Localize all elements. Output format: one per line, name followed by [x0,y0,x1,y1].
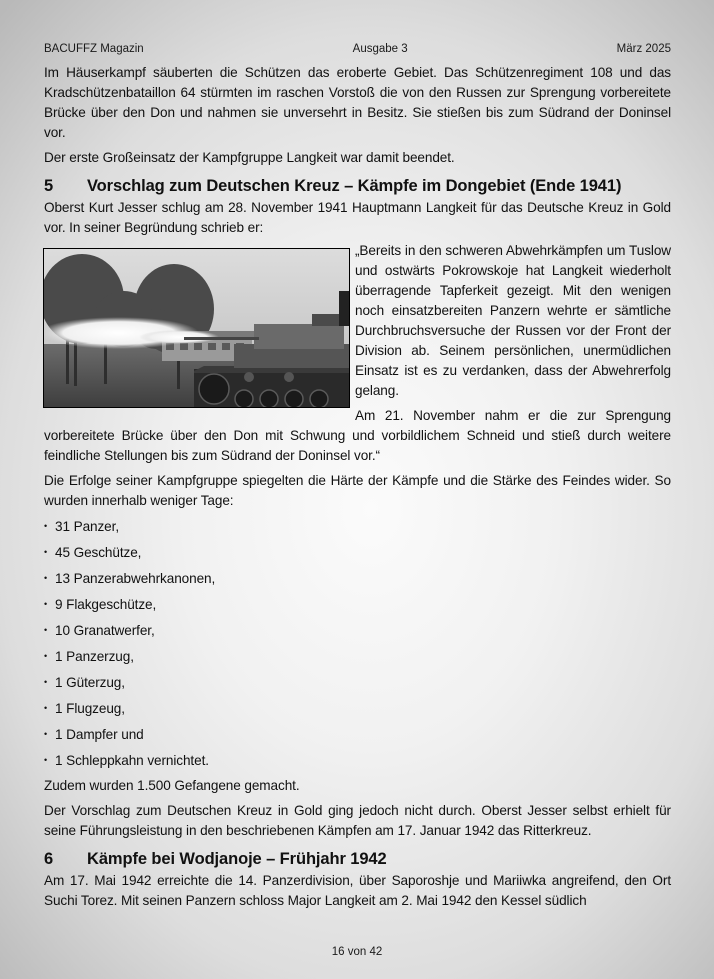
list-item-text: 1 Dampfer und [55,727,144,742]
paragraph: Der erste Großeinsatz der Kampfgruppe Langkeit war damit beendet. [44,150,455,165]
bullet-icon: • [44,651,48,661]
photo-illustration [44,249,349,407]
section-title: Kämpfe bei Wodjanoje – Frühjahr 1942 [87,850,387,868]
section-heading-6 [44,848,671,870]
list-item [44,698,671,719]
list-item [44,594,671,615]
list-item [44,724,671,745]
losses-list [44,516,671,771]
bullet-icon: • [44,573,48,583]
list-item-text: 10 Granatwerfer, [55,623,155,638]
paragraph: Zudem wurden 1.500 Gefangene gemacht. [44,778,300,793]
list-item-text: 1 Flugzeug, [55,701,125,716]
list-item-text: 45 Geschütze, [55,545,142,560]
section-heading-5 [44,175,671,197]
bullet-icon: • [44,677,48,687]
issue-label: Ausgabe 3 [352,43,408,55]
section-number: 5 [44,177,54,195]
article-body [44,63,671,916]
paragraph: Im Häuserkampf säuberten die Schützen das eroberte Gebiet. Das Schützenregiment 108 und das Kradschützenbataillon 64 stürmten im raschen Vorstoß die von den Russen zur Sprengung vorbereitete Brücke über den Don und nahmen sie unversehrt in Besitz. Sie stießen bis zum Südrand der Doninsel vor. [44,65,671,140]
list-item-text: 1 Güterzug, [55,675,125,690]
paragraph: Die Erfolge seiner Kampfgruppe spiegelten die Härte der Kämpfe und die Stärke des Feindes wider. So wurden innerhalb weniger Tage: [44,473,671,508]
paragraph: Der Vorschlag zum Deutschen Kreuz in Gold ging jedoch nicht durch. Oberst Jesser selbst erhielt für seine Führungsleistung in den beschriebenen Kämpfen am 17. Januar 1942 das Ritterkreuz. [44,803,671,838]
section-number: 6 [44,850,54,868]
section-title: Vorschlag zum Deutschen Kreuz – Kämpfe im Dongebiet (Ende 1941) [87,177,622,195]
page-header [44,43,671,55]
list-item-text: 1 Panzerzug, [55,649,134,664]
bullet-icon: • [44,547,48,557]
bullet-icon: • [44,625,48,635]
bullet-icon: • [44,703,48,713]
list-item [44,620,671,641]
bullet-icon: • [44,599,48,609]
publication-name: BACUFFZ Magazin [44,43,144,55]
bullet-icon: • [44,729,48,739]
bullet-icon: • [44,755,48,765]
list-item [44,646,671,667]
quote-paragraph: „Bereits in den schweren Abwehrkämpfen um Tuslow und ostwärts Pokrowskoje hat Langkeit wiederholt überragende Tapferkeit gezeigt. Mit den wenigen noch einsatzbereiten Panzern wehrte er sämtliche Durchbruchsversuche der Russen vor der Front der Division ab. Seinem persönlichen, unermüdlichen Einsatz ist es zu verdanken, dass der Abwehrerfolg gelang. [355,243,671,398]
list-item [44,542,671,563]
paragraph: Oberst Kurt Jesser schlug am 28. November 1941 Hauptmann Langkeit für das Deutsche Kreuz in Gold vor. In seiner Begründung schrieb er: [44,200,671,235]
list-item-text: 1 Schleppkahn vernichtet. [55,753,209,768]
list-item-text: 31 Panzer, [55,519,119,534]
bullet-icon: • [44,521,48,531]
list-item [44,568,671,589]
list-item [44,750,671,771]
page-number: 16 von 42 [331,946,383,958]
issue-date: März 2025 [616,43,671,55]
quote-paragraph: Am 21. November nahm er die zur Sprengung vorbereitete Brücke über den Don mit Schwung und vorbildlichem Schneid und stieß durch weitere feindliche Stellungen bis zum Südrand der Doninsel vor.“ [44,408,671,463]
tank-photo [43,248,350,408]
list-item [44,516,671,537]
list-item [44,672,671,693]
list-item-text: 13 Panzerabwehrkanonen, [55,571,216,586]
list-item-text: 9 Flakgeschütze, [55,597,157,612]
paragraph: Am 17. Mai 1942 erreichte die 14. Panzerdivision, über Saporoshje und Mariiwka angreifend, den Ort Suchi Torez. Mit seinen Panzern schloss Major Langkeit am 2. Mai 1942 den Kessel südlich [44,873,671,908]
